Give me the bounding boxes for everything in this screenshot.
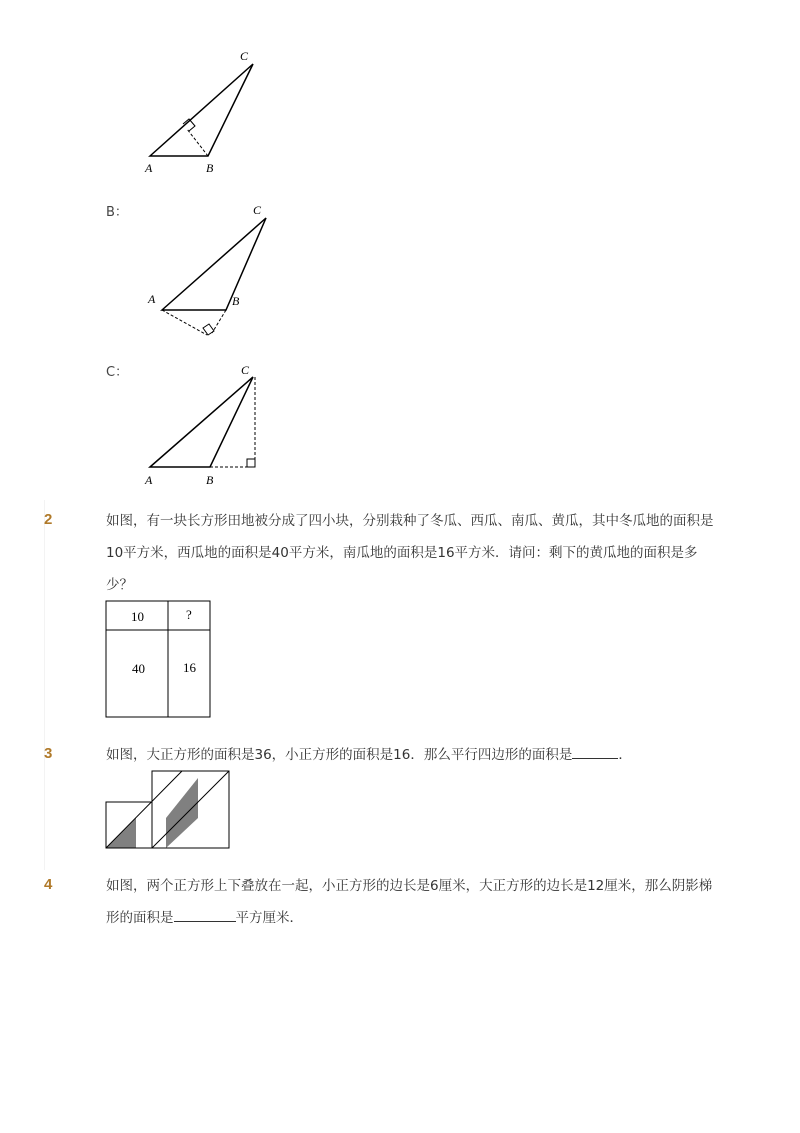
question-4-text-after: 平方厘米． bbox=[235, 910, 303, 926]
option-c-label: C： bbox=[106, 365, 129, 380]
option-b-label: B： bbox=[106, 205, 128, 220]
question-2-number: 2 bbox=[44, 511, 53, 528]
option-b-label-c: C bbox=[253, 203, 262, 217]
question-3-number: 3 bbox=[44, 745, 53, 762]
field-cell-pumpkin: 16 bbox=[183, 660, 196, 675]
question-3-text-before: 如图，大正方形的面积是36，小正方形的面积是16．那么平行四边形的面积是 bbox=[106, 747, 573, 763]
question-4-answer-blank[interactable] bbox=[174, 907, 236, 922]
question-4-text bbox=[106, 870, 718, 934]
field-cell-winter-melon: 10 bbox=[131, 609, 144, 624]
field-cell-watermelon: 40 bbox=[132, 661, 145, 676]
option-c-label-a: A bbox=[145, 473, 153, 487]
option-b-label-b: B bbox=[232, 294, 240, 308]
question-4-number: 4 bbox=[44, 876, 53, 893]
question-2-text: 如图，有一块长方形田地被分成了四小块，分别栽种了冬瓜、西瓜、南瓜、黄瓜，其中冬瓜地的面积是10平方米，西瓜地的面积是40平方米，南瓜地的面积是16平方米．请问：剩下的黄瓜地的面积是多少？ bbox=[106, 513, 714, 593]
question-3-text-after: ． bbox=[618, 747, 632, 763]
option-c-label-b: B bbox=[206, 473, 214, 487]
option-b-label-a: A bbox=[148, 292, 156, 306]
option-a-label-c: C bbox=[240, 49, 249, 63]
field-cell-cucumber: ? bbox=[186, 607, 192, 622]
question-4-text-before: 如图，两个正方形上下叠放在一起，小正方形的边长是6厘米，大正方形的边长是12厘米，那么阴影梯形的面积是 bbox=[106, 878, 713, 926]
option-a-label-a: A bbox=[145, 161, 153, 175]
parallelogram-edge-right bbox=[152, 771, 229, 848]
option-a-label-b: B bbox=[206, 161, 214, 175]
option-c-label-c: C bbox=[241, 363, 250, 377]
